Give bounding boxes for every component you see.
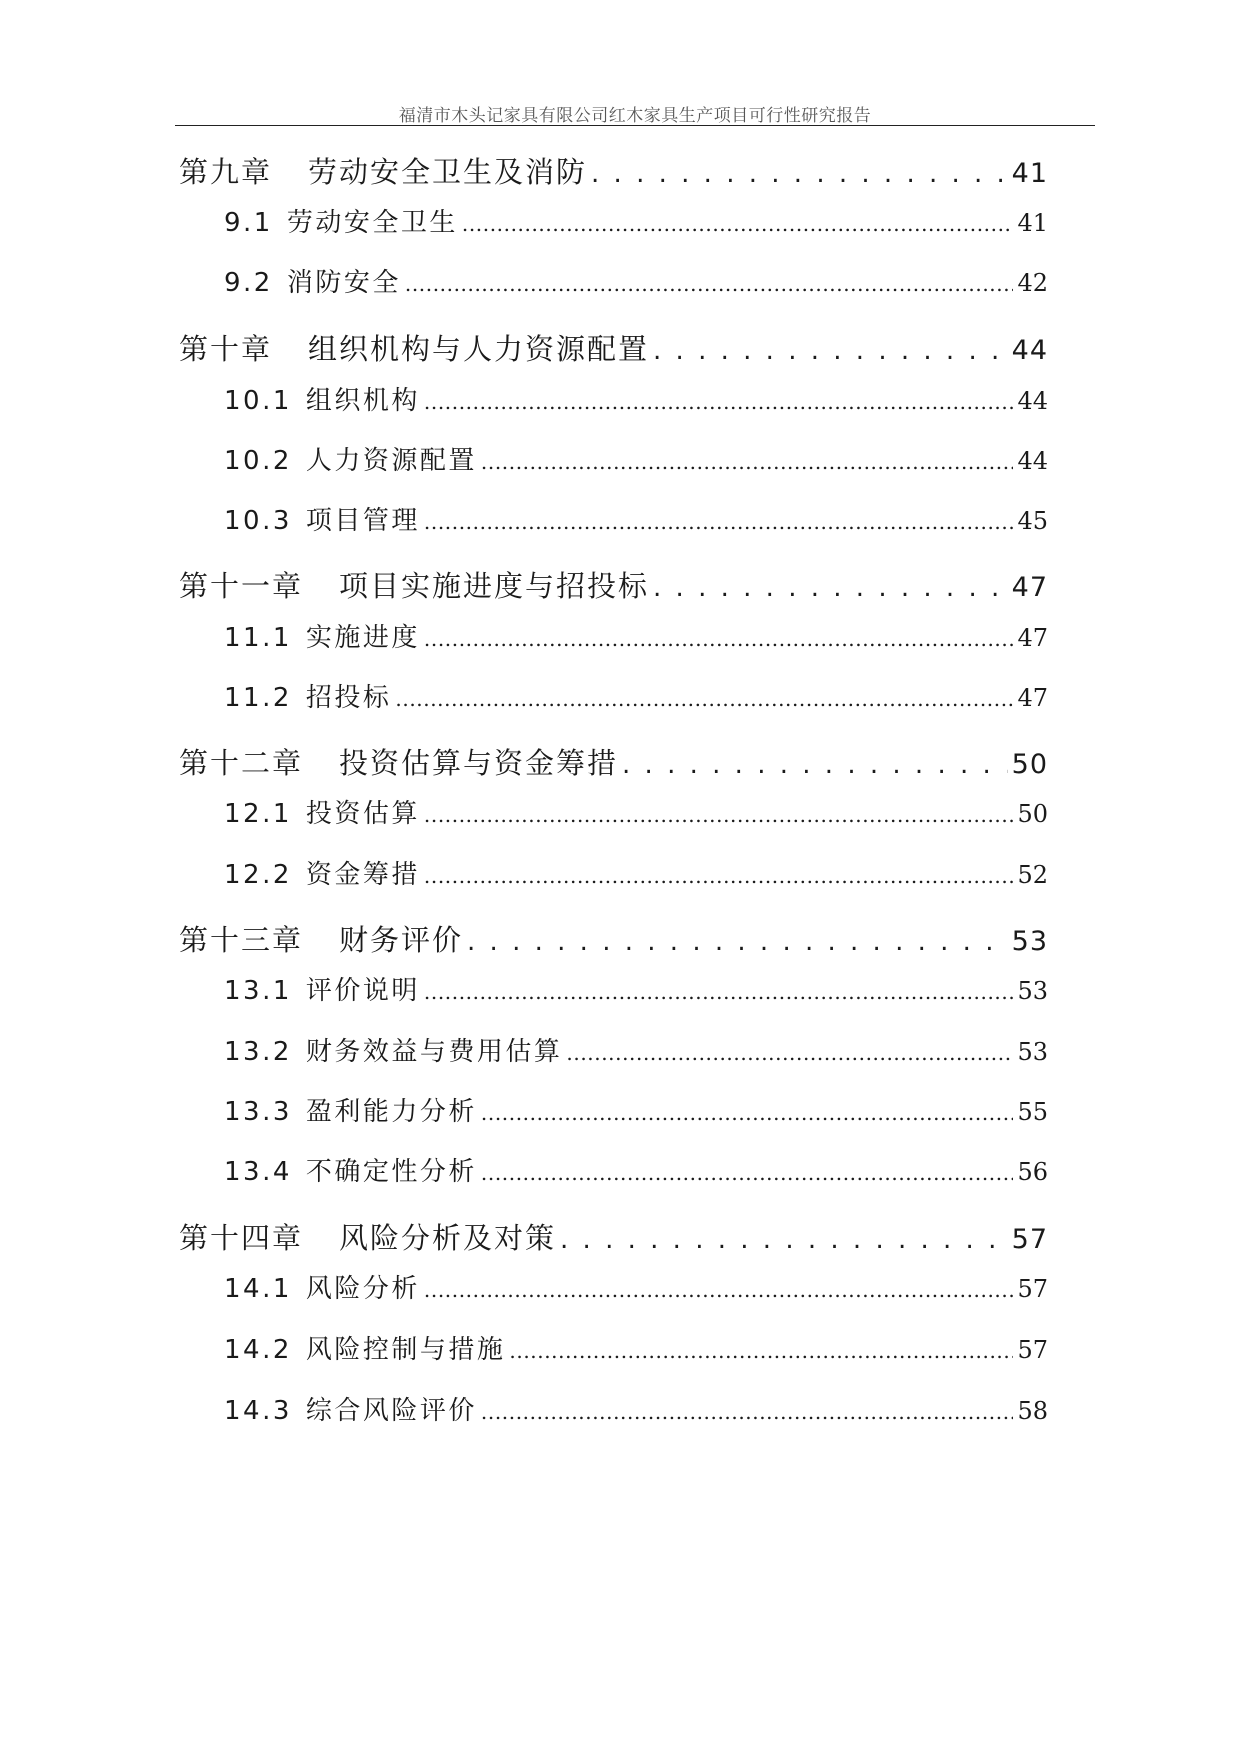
toc-section-12-1[interactable] — [224, 793, 1048, 829]
toc-chapter-13[interactable] — [179, 918, 1048, 958]
toc-page-number: 58 — [1017, 1397, 1048, 1425]
toc-section-13-3[interactable] — [224, 1091, 1048, 1127]
toc-leader — [481, 1101, 1014, 1125]
toc-chapter-9[interactable] — [179, 150, 1048, 190]
toc-title: 人力资源配置 — [305, 446, 477, 476]
toc-number: 14.3 — [224, 1396, 292, 1426]
toc-title: 组织机构 — [305, 386, 420, 416]
toc-section-9-1[interactable] — [224, 202, 1048, 238]
toc-leader — [462, 212, 1014, 236]
toc-section-14-3[interactable] — [224, 1390, 1048, 1426]
toc-leader — [509, 1339, 1013, 1363]
toc-number: 第九章 — [179, 155, 273, 189]
toc-leader — [405, 272, 1014, 296]
toc-leader — [560, 1225, 1008, 1255]
toc-page-number: 41 — [1017, 209, 1048, 237]
toc-number: 11.1 — [224, 623, 292, 653]
toc-chapter-10[interactable] — [179, 327, 1048, 367]
toc-section-9-2[interactable] — [224, 262, 1048, 298]
toc-leader — [481, 1400, 1014, 1424]
toc-number: 13.2 — [224, 1037, 292, 1067]
toc-section-14-1[interactable] — [224, 1268, 1048, 1304]
toc-title: 项目管理 — [305, 506, 420, 536]
toc-leader — [653, 336, 1008, 366]
toc-title: 项目实施进度与招投标 — [339, 569, 650, 603]
toc-number: 11.2 — [224, 683, 292, 713]
toc-chapter-14[interactable] — [179, 1216, 1048, 1256]
toc-page-number: 47 — [1011, 572, 1048, 603]
toc-title: 实施进度 — [305, 623, 420, 653]
toc-leader — [481, 450, 1014, 474]
toc-title: 消防安全 — [286, 268, 401, 298]
toc-title: 综合风险评价 — [305, 1396, 477, 1426]
toc-leader — [467, 927, 1008, 957]
toc-title: 财务效益与费用估算 — [305, 1037, 563, 1067]
toc-number: 10.1 — [224, 386, 292, 416]
toc-number: 第十一章 — [179, 569, 304, 603]
toc-section-13-2[interactable] — [224, 1031, 1048, 1067]
toc-page-number: 45 — [1017, 507, 1048, 535]
toc-section-13-4[interactable] — [224, 1151, 1048, 1187]
toc-page-number: 53 — [1017, 977, 1048, 1005]
toc-title: 风险分析 — [305, 1274, 420, 1304]
toc-leader — [481, 1161, 1014, 1185]
toc-title: 劳动安全卫生 — [286, 208, 458, 238]
running-header: 福清市木头记家具有限公司红木家具生产项目可行性研究报告 — [398, 106, 872, 126]
toc-page-number: 55 — [1017, 1098, 1048, 1126]
toc-section-10-2[interactable] — [224, 440, 1048, 476]
toc-page-number: 57 — [1017, 1336, 1048, 1364]
toc-page-number: 50 — [1017, 800, 1048, 828]
toc-title: 资金筹措 — [305, 860, 420, 890]
toc-page-number: 47 — [1017, 624, 1048, 652]
toc-page-number: 57 — [1011, 1224, 1048, 1255]
toc-title: 评价说明 — [305, 976, 420, 1006]
toc-leader — [591, 159, 1008, 189]
toc-title: 招投标 — [305, 683, 392, 713]
toc-page-number: 53 — [1017, 1038, 1048, 1066]
toc-section-13-1[interactable] — [224, 970, 1048, 1006]
toc-number: 10.2 — [224, 446, 292, 476]
toc-number: 第十三章 — [179, 923, 304, 957]
toc-title: 风险分析及对策 — [339, 1221, 557, 1255]
toc-section-11-1[interactable] — [224, 617, 1048, 653]
toc-section-14-2[interactable] — [224, 1329, 1048, 1365]
toc-leader — [424, 627, 1014, 651]
toc-number: 第十四章 — [179, 1221, 304, 1255]
toc-section-10-3[interactable] — [224, 500, 1048, 536]
toc-number: 10.3 — [224, 506, 292, 536]
toc-leader — [566, 1041, 1013, 1065]
toc-title: 财务评价 — [339, 923, 464, 957]
toc-number: 9.1 — [224, 208, 273, 238]
toc-chapter-11[interactable] — [179, 564, 1048, 604]
toc-title: 投资估算 — [305, 799, 420, 829]
toc-page-number: 41 — [1011, 158, 1048, 189]
toc-number: 13.3 — [224, 1097, 292, 1127]
toc-leader — [424, 390, 1014, 414]
toc-leader — [424, 803, 1014, 827]
toc-number: 12.2 — [224, 860, 292, 890]
toc-leader — [424, 980, 1014, 1004]
toc-page-number: 42 — [1017, 269, 1048, 297]
toc-number: 13.4 — [224, 1157, 292, 1187]
toc-page-number: 44 — [1017, 447, 1048, 475]
toc-number: 14.1 — [224, 1274, 292, 1304]
toc-title: 劳动安全卫生及消防 — [308, 155, 588, 189]
toc-title: 投资估算与资金筹措 — [339, 746, 619, 780]
toc-page-number: 47 — [1017, 684, 1048, 712]
toc-page-number: 52 — [1017, 861, 1048, 889]
toc-number: 14.2 — [224, 1335, 292, 1365]
toc-title: 不确定性分析 — [305, 1157, 477, 1187]
toc-title: 组织机构与人力资源配置 — [308, 332, 650, 366]
toc-page-number: 53 — [1011, 926, 1048, 957]
toc-number: 12.1 — [224, 799, 292, 829]
toc-leader — [653, 573, 1008, 603]
toc-page-number: 56 — [1017, 1158, 1048, 1186]
toc-section-11-2[interactable] — [224, 677, 1048, 713]
toc-page-number: 57 — [1017, 1275, 1048, 1303]
toc-page-number: 50 — [1011, 749, 1048, 780]
toc-leader — [395, 687, 1013, 711]
toc-section-12-2[interactable] — [224, 854, 1048, 890]
toc-leader — [424, 1278, 1014, 1302]
toc-leader — [424, 864, 1014, 888]
toc-leader — [424, 510, 1014, 534]
toc-number: 第十二章 — [179, 746, 304, 780]
toc-number: 13.1 — [224, 976, 292, 1006]
toc-leader — [622, 750, 1008, 780]
toc-page-number: 44 — [1011, 335, 1048, 366]
toc-title: 盈利能力分析 — [305, 1097, 477, 1127]
toc-number: 第十章 — [179, 332, 273, 366]
toc-number: 9.2 — [224, 268, 273, 298]
toc-section-10-1[interactable] — [224, 380, 1048, 416]
toc-chapter-12[interactable] — [179, 741, 1048, 781]
toc-title: 风险控制与措施 — [305, 1335, 506, 1365]
toc-page-number: 44 — [1017, 387, 1048, 415]
